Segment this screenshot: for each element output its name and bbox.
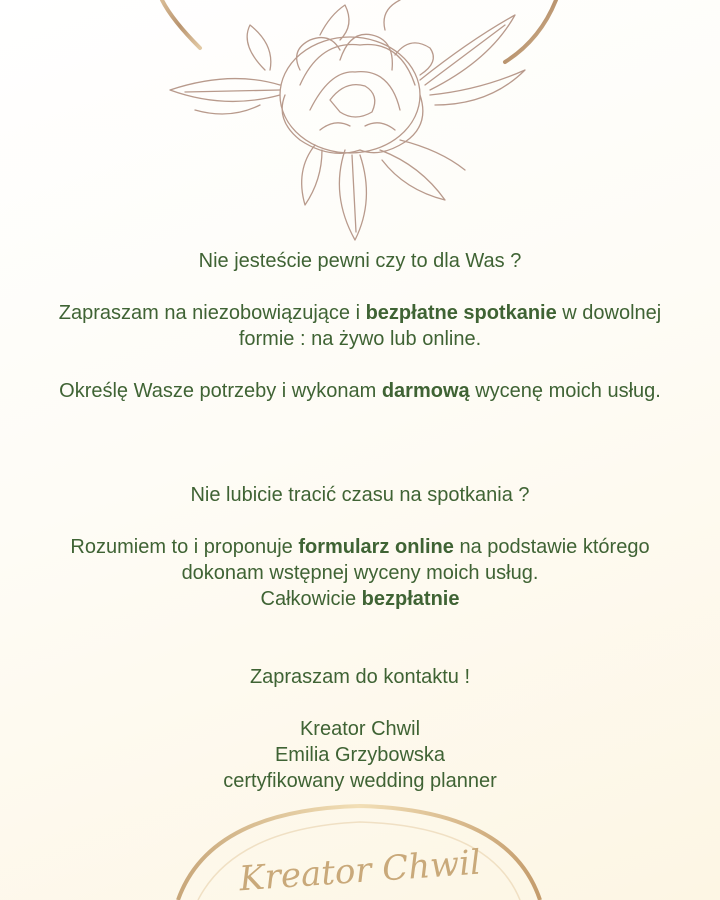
free-emphasis: bezpłatnie: [361, 588, 460, 610]
free-meeting-emphasis: bezpłatne spotkanie: [365, 302, 557, 324]
meeting-invite: Zapraszam na niezobowiązujące i bezpłatne spotkanie w dowolnej formie : na żywo lub online.: [58, 302, 662, 350]
intro-question: Nie jesteście pewni czy to dla Was ?: [198, 250, 522, 272]
company-name: Kreator Chwil: [299, 718, 421, 740]
online-form-emphasis: formularz online: [298, 536, 454, 558]
free-text: Całkowicie bezpłatnie: [260, 588, 460, 610]
free-quote-emphasis: darmową: [381, 380, 470, 402]
contact-invite: Zapraszam do kontaktu !: [249, 666, 471, 688]
online-form-offer: Rozumiem to i proponuje formularz online na podstawie którego dokonam wstępnej wyceny moich usług.: [70, 536, 650, 584]
floral-wreath-icon: [0, 0, 720, 260]
logo-ring-icon: [0, 790, 720, 900]
logo-text: Kreator Chwil: [237, 842, 483, 900]
online-question: Nie lubicie tracić czasu na spotkania ?: [190, 484, 530, 506]
needs-text: Określę Wasze potrzeby i wykonam darmową wycenę moich usług.: [59, 380, 661, 402]
contact-section: [40, 664, 680, 794]
online-section: [40, 482, 680, 612]
planner-name: Emilia Grzybowska: [274, 744, 446, 766]
planner-title: certyfikowany wedding planner: [223, 770, 497, 792]
intro-section: [40, 248, 680, 404]
